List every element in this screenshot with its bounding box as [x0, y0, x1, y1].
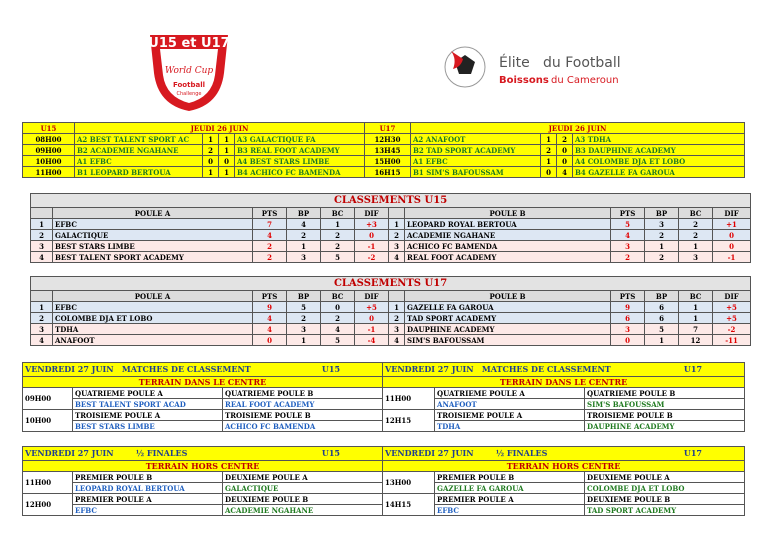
classement-u15-table: CLASSEMENTS U15 POULE A PTS BP BC DIF POULE B PTS BP BC DIF 1 EFBC 7 4 1 +3 1 LEOPARD ROYAL BERTOUA 5 3 2 +1 2 GALACTIQUE 4 2 2 0 2 ACADEMIE NGAHANE 4 2 2 0 3 BEST STARS LIMBE 2 1 2 -1 3 ACHICO FC BAMENDA 3 1 1 0 4 BEST TALENT SPORT ACADEMY 2 3 5 -2 4 REAL FOOT ACADEMY 2 2 3 -1	[30, 193, 751, 263]
classement-u17-table: CLASSEMENTS U17 POULE A PTS BP BC DIF POULE B PTS BP BC DIF 1 EFBC 9 5 0 +5 1 GAZELLE FA GAROUA 9 6 1 +5 2 COLOMBE DJA ET LOBO 4 2 2 0 2 TAD SPORT ACADEMY 6 6 1 +5 3 TDHA 4 3 4 -1 3 DAUPHINE ACADEMY 3 5 7 -2 4 ANAFOOT 0 1 5 -4 4 SIM'S BAFOUSSAM 0 1 12 -11	[30, 276, 751, 346]
table-row: 1 EFBC 9 5 0 +5 1 GAZELLE FA GAROUA 9 6 1 +5	[31, 302, 751, 313]
match-row: 08H00 A2 BEST TALENT SPORT AC 1 1 A3 GALACTIQUE FA 12H30 A2 ANAFOOT 1 2 A3 TDHA	[23, 134, 745, 145]
svg-text:Élite: Élite	[499, 55, 530, 71]
jeudi-date-u17: JEUDI 26 JUIN	[411, 123, 745, 134]
table-row: 09H00 QUATRIEME POULE A QUATRIEME POULE B 11H00 QUATRIEME POULE A QUATRIEME POULE B	[23, 388, 745, 399]
table-row: 2 GALACTIQUE 4 2 2 0 2 ACADEMIE NGAHANE 4 2 2 0	[31, 230, 751, 241]
table-row: 4 BEST TALENT SPORT ACADEMY 2 3 5 -2 4 REAL FOOT ACADEMY 2 2 3 -1	[31, 252, 751, 263]
table-row: 2 COLOMBE DJA ET LOBO 4 2 2 0 2 TAD SPORT ACADEMY 6 6 1 +5	[31, 313, 751, 324]
match-row: 10H00 A1 EFBC 0 0 A4 BEST STARS LIMBE 15H00 A1 EFBC 1 0 A4 COLOMBE DJA ET LOBO	[23, 156, 745, 167]
table-row: LEOPARD ROYAL BERTOUA GALACTIQUE GAZELLE FA GAROUA COLOMBE DJA ET LOBO	[23, 483, 745, 494]
u17-label: U17	[365, 123, 411, 134]
table-row: 10H00 TROISIEME POULE A TROISIEME POULE B 12H15 TROISIEME POULE A TROISIEME POULE B	[23, 410, 745, 421]
jeudi-date-u15: JEUDI 26 JUIN	[75, 123, 365, 134]
classement-u17-title: CLASSEMENTS U17	[31, 277, 751, 291]
svg-text:World Cup: World Cup	[164, 66, 214, 76]
elite-football-logo	[443, 37, 623, 97]
table-row: 1 EFBC 7 4 1 +3 1 LEOPARD ROYAL BERTOUA 5 3 2 +1	[31, 219, 751, 230]
logo-title: U15 et U17	[148, 36, 230, 51]
table-row: 3 BEST STARS LIMBE 2 1 2 -1 3 ACHICO FC BAMENDA 3 1 1 0	[31, 241, 751, 252]
match-row: 11H00 B1 LEOPARD BERTOUA 1 1 B4 ACHICO FC BAMENDA 16H15 B1 SIM'S BAFOUSSAM 0 4 B4 GAZELLE FA GAROUA	[23, 167, 745, 178]
jeudi-matches-table	[22, 122, 745, 178]
tournament-logo	[146, 25, 232, 113]
match-row: 09H00 B2 ACADEMIE NGAHANE 2 1 B3 REAL FOOT ACADEMY 13H45 B2 TAD SPORT ACADEMY 2 0 B3 DAUPHINE ACADEMY	[23, 145, 745, 156]
table-row: 3 TDHA 4 3 4 -1 3 DAUPHINE ACADEMY 3 5 7 -2	[31, 324, 751, 335]
table-row: 12H00 PREMIER POULE A DEUXIEME POULE B 14H15 PREMIER POULE A DEUXIEME POULE B	[23, 494, 745, 505]
demi-finales-table: VENDREDI 27 JUIN ½ FINALES U15 VENDREDI 27 JUIN ½ FINALES U17 TERRAIN HORS CENTRE TERRAIN HORS CENTRE 11H00 PREMIER POULE B DEUXIEME POULE A 13H00 PREMIER POULE B DEUXIEME POULE A LEOPARD ROYAL BERTOUA GALACTIQUE GAZELLE FA GAROUA COLOMBE DJA ET LOBO 12H00 PREMIER POULE A DEUXIEME POULE B 14H15 PREMIER POULE A DEUXIEME POULE B EFBC ACADEMIE NGAHANE EFBC TAD SPORT ACADEMY	[22, 446, 745, 516]
table-row: 11H00 PREMIER POULE B DEUXIEME POULE A 13H00 PREMIER POULE B DEUXIEME POULE A	[23, 472, 745, 483]
table-row: EFBC ACADEMIE NGAHANE EFBC TAD SPORT ACADEMY	[23, 505, 745, 516]
svg-text:du Cameroun: du Cameroun	[551, 75, 619, 86]
classement-u15-title: CLASSEMENTS U15	[31, 194, 751, 208]
svg-text:Football: Football	[173, 81, 205, 89]
svg-text:du Football: du Football	[543, 55, 621, 71]
svg-text:Challenge: Challenge	[176, 91, 202, 97]
u15-label: U15	[23, 123, 75, 134]
table-row: BEST TALENT SPORT ACAD REAL FOOT ACADEMY ANAFOOT SIM'S BAFOUSSAM	[23, 399, 745, 410]
svg-text:Boissons: Boissons	[499, 75, 549, 86]
table-row: BEST STARS LIMBE ACHICO FC BAMENDA TDHA DAUPHINE ACADEMY	[23, 421, 745, 432]
matches-classement-table: VENDREDI 27 JUIN MATCHES DE CLASSEMENT U15 VENDREDI 27 JUIN MATCHES DE CLASSEMENT U17 TERRAIN DANS LE CENTRE TERRAIN DANS LE CENTRE 09H00 QUATRIEME POULE A QUATRIEME POULE B 11H00 QUATRIEME POULE A QUATRIEME POULE B BEST TALENT SPORT ACAD REAL FOOT ACADEMY ANAFOOT SIM'S BAFOUSSAM 10H00 TROISIEME POULE A TROISIEME POULE B 12H15 TROISIEME POULE A TROISIEME POULE B BEST STARS LIMBE ACHICO FC BAMENDA TDHA DAUPHINE ACADEMY	[22, 362, 745, 432]
table-row: 4 ANAFOOT 0 1 5 -4 4 SIM'S BAFOUSSAM 0 1 12 -11	[31, 335, 751, 346]
